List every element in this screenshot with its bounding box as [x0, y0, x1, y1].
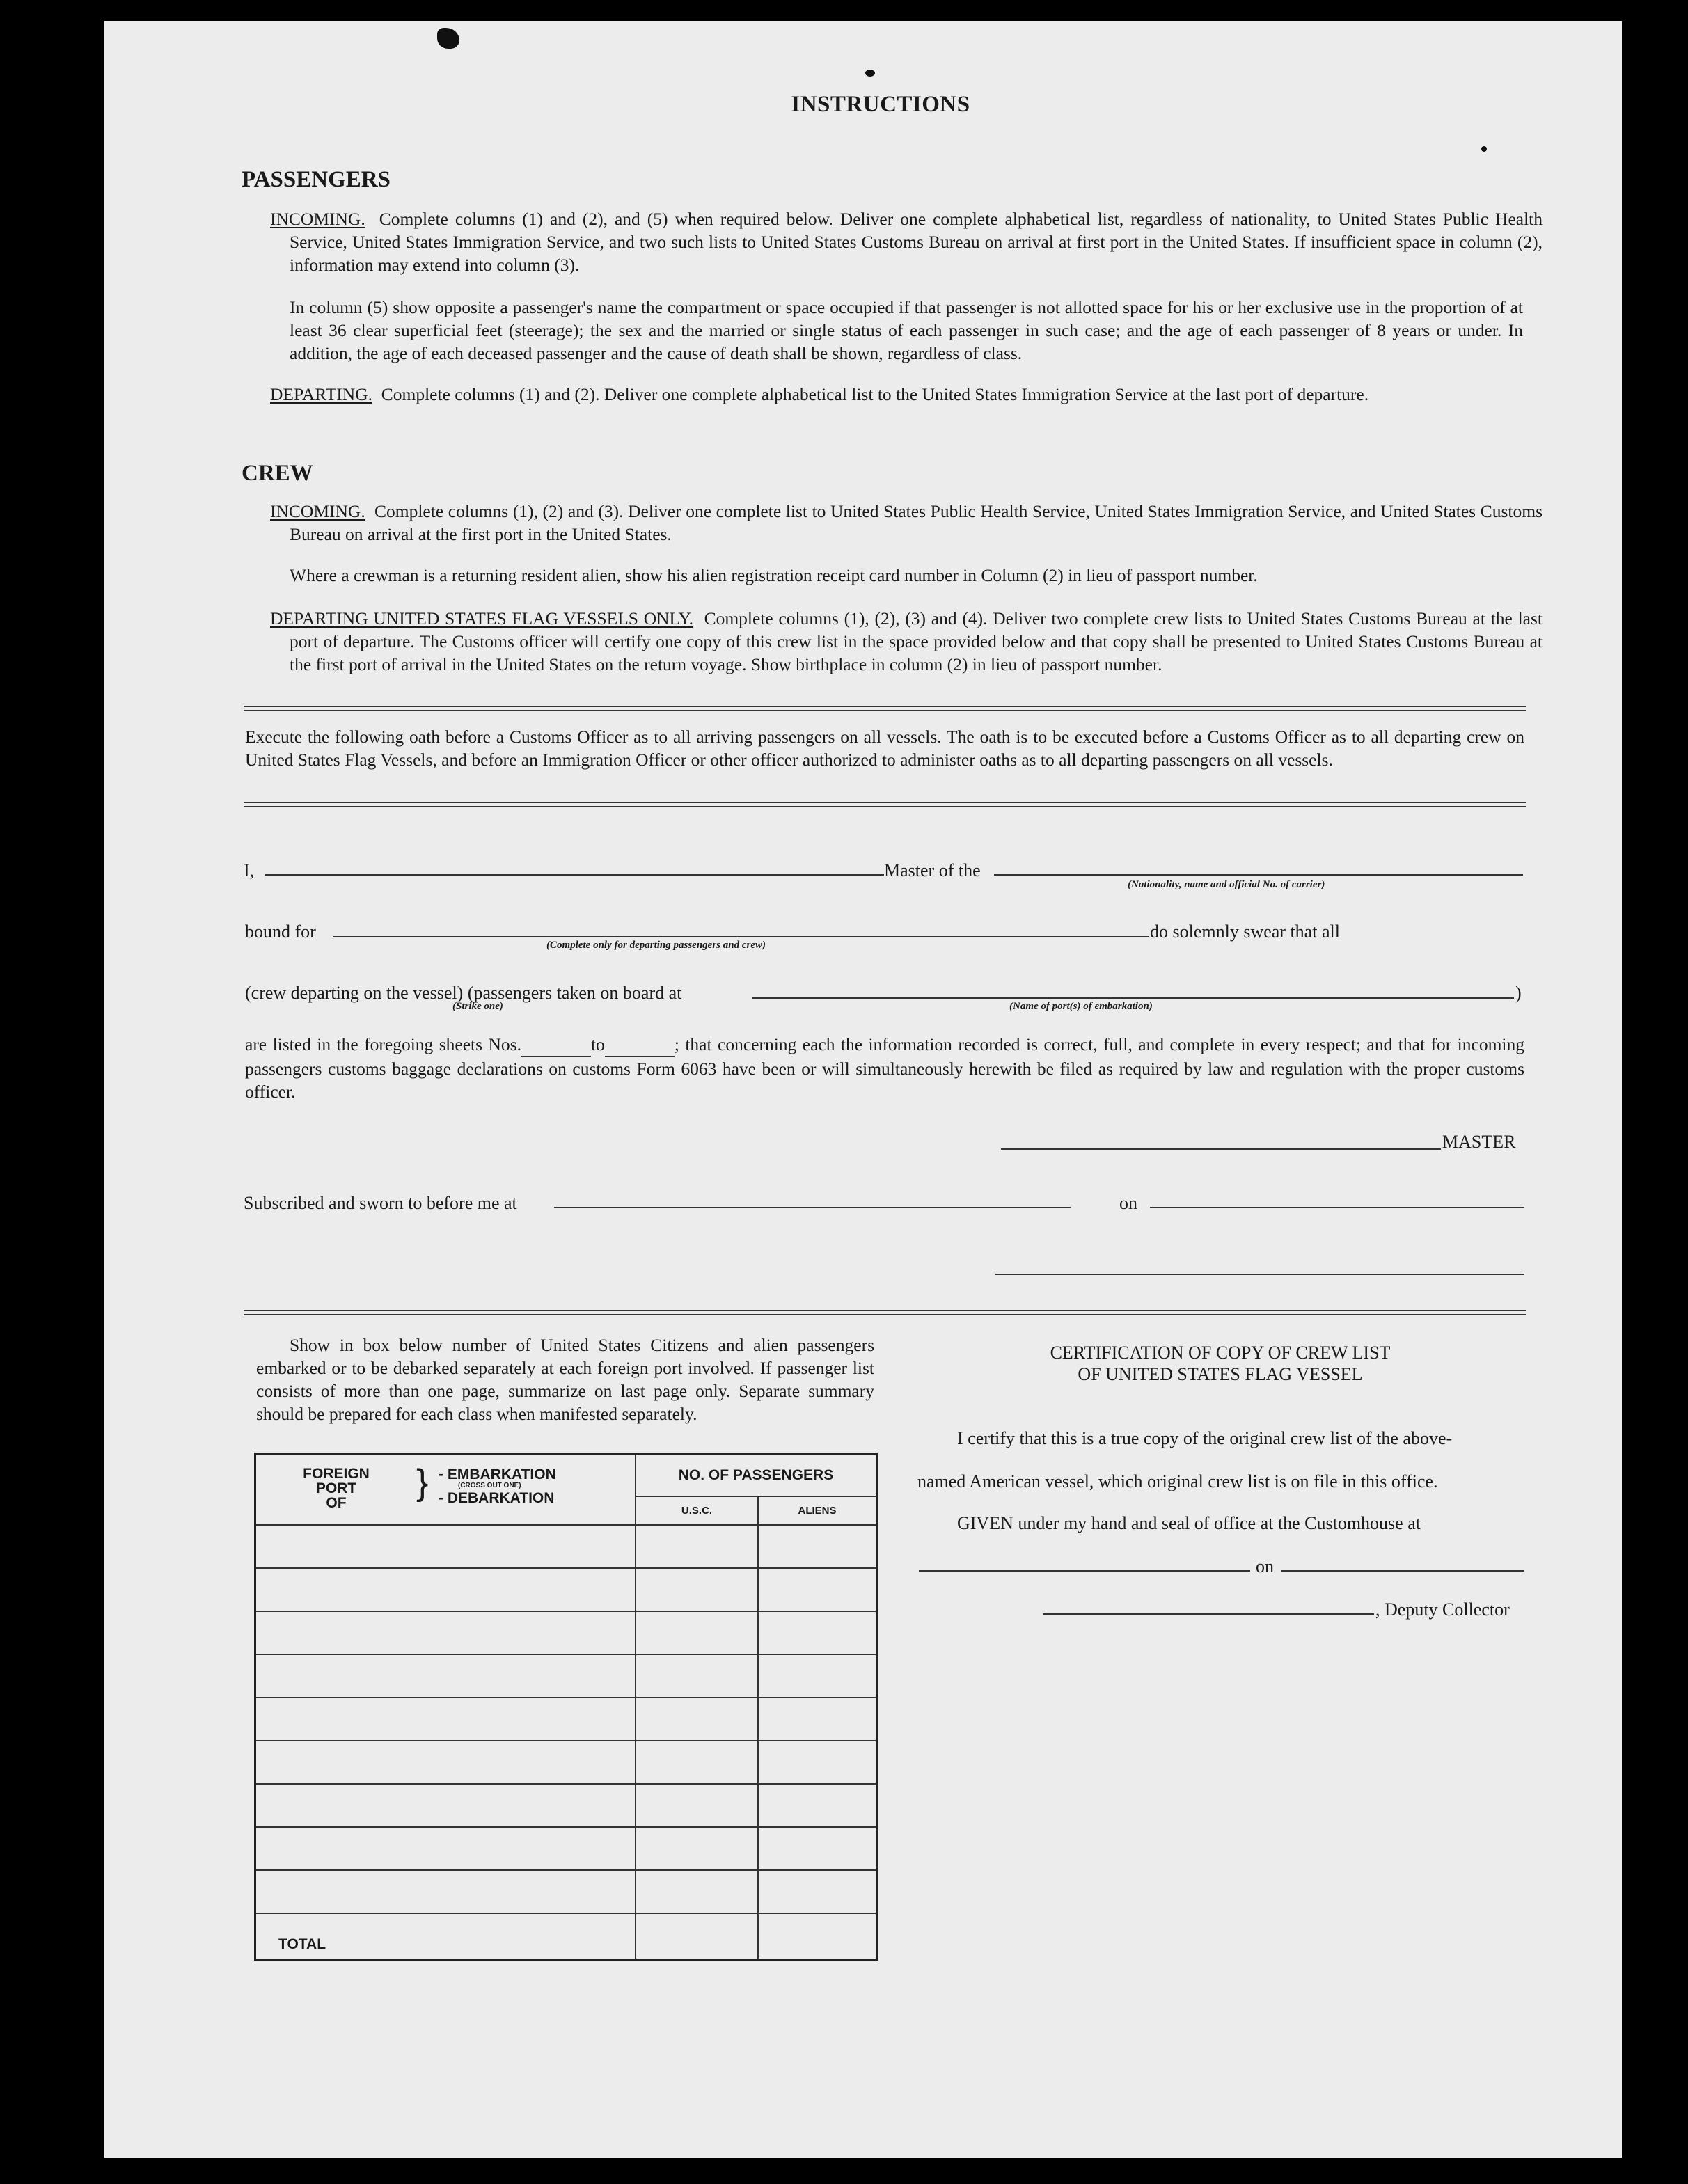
crew-incoming-label: INCOMING. [270, 501, 365, 521]
port-note: (Name of port(s) of embarkation) [1009, 1001, 1153, 1012]
departing-label: DEPARTING. [270, 384, 372, 404]
scan-speck [1481, 146, 1487, 152]
bound-for-label: bound for [245, 921, 316, 942]
aliens-cell[interactable] [758, 1698, 877, 1741]
crew-incoming [270, 500, 1543, 546]
closing-paren: ) [1515, 983, 1522, 1003]
aliens-header: ALIENS [758, 1496, 877, 1525]
nationality-note: (Nationality, name and official No. of carrier) [1128, 879, 1325, 890]
sheet-to-field[interactable] [605, 1033, 675, 1057]
aliens-cell[interactable] [758, 1784, 877, 1827]
divider [244, 706, 1526, 711]
swear-label: do solemnly swear that all [1150, 921, 1340, 942]
subscribed-label: Subscribed and sworn to before me at [244, 1193, 517, 1213]
passenger-summary-table [254, 1453, 878, 1961]
on-label: on [1119, 1193, 1137, 1213]
bound-for-field[interactable] [333, 936, 1149, 937]
port-cell[interactable] [255, 1525, 636, 1568]
departing-text: Complete columns (1) and (2). Deliver one complete alphabetical list to the United States Immigration Service at the last port of departure. [381, 384, 1369, 404]
divider [244, 1310, 1526, 1315]
port-cell[interactable] [255, 1654, 636, 1698]
complete-only-note: (Complete only for departing passengers and crew) [546, 940, 766, 951]
oath-body [245, 1033, 1524, 1103]
aliens-cell[interactable] [758, 1611, 877, 1654]
crew-incoming-text: Complete columns (1), (2) and (3). Deliver one complete list to United States Public Health Service, United States Immigration Service, and United States Customs Bureau on arrival at the first port in the United States. [290, 501, 1543, 544]
certification-title [917, 1342, 1523, 1385]
deputy-signature-field[interactable] [1043, 1613, 1374, 1615]
oath-certification: ; that concerning each the information recorded is correct, full, and complete in every respect; and that for incoming passengers customs baggage declarations on customs Form 6063 have been or will simultaneously herewith be filed as required by law and regulation with the proper customs officer. [245, 1034, 1524, 1102]
aliens-cell[interactable] [758, 1525, 877, 1568]
crew-departing-text: Complete columns (1), (2), (3) and (4). Deliver two complete crew lists to United States Customs Bureau at the last port of departure. The Customs officer will certify one copy of this crew list in the space provided below and that copy shall be presented to United States Customs Bureau at the first port of arrival in the United States on the return voyage. Show birthplace in column (2) in lieu of passport number. [290, 608, 1543, 674]
customhouse-field[interactable] [919, 1570, 1250, 1572]
sworn-date-field[interactable] [1150, 1207, 1524, 1208]
total-label: TOTAL [255, 1913, 636, 1959]
master-label: MASTER [1442, 1132, 1516, 1152]
usc-cell[interactable] [636, 1568, 758, 1611]
oath-i-label: I, [244, 860, 255, 880]
usc-cell[interactable] [636, 1784, 758, 1827]
aliens-cell[interactable] [758, 1827, 877, 1870]
usc-cell[interactable] [636, 1525, 758, 1568]
no-of-passengers-header: NO. OF PASSENGERS [636, 1454, 877, 1497]
usc-cell[interactable] [636, 1870, 758, 1913]
oath-intro: Execute the following oath before a Customs Officer as to all arriving passengers on all vessels. The oath is to be executed before a Customs Officer as to all departing crew on United States Flag Vessels, and before an Immigration Officer or other officer authorized to administer oaths as to all departing passengers on all vessels. [245, 727, 1524, 770]
aliens-cell[interactable] [758, 1870, 877, 1913]
strike-one-note: (Strike one) [452, 1001, 503, 1012]
col-port-1: FOREIGN [303, 1466, 370, 1482]
debarkation-label: - DEBARKATION [439, 1490, 555, 1506]
summary-instructions: Show in box below number of United States Citizens and alien passengers embarked or to be debarked separately at each foreign port involved. If passenger list consists of more than one page, summarize on last page only. Separate summary should be prepared for each class when manifested separately. [256, 1335, 874, 1424]
aliens-cell[interactable] [758, 1741, 877, 1784]
passengers-heading: PASSENGERS [242, 167, 391, 192]
passengers-column5: In column (5) show opposite a passenger's name the compartment or space occupied if that passenger is not allotted space for his or her exclusive use in the proportion of at least 36 clear superficial feet (steerage); the sex and the married or single status of each passenger in such case; and the age of each passenger of 8 years or under. In addition, the age of each deceased passenger and the cause of death shall be shown, regardless of class. [290, 297, 1523, 363]
certification-date-field[interactable] [1281, 1570, 1524, 1572]
master-signature-field[interactable] [1001, 1148, 1441, 1150]
passengers-departing [270, 383, 1543, 406]
aliens-cell[interactable] [758, 1654, 877, 1698]
usc-total-cell[interactable] [636, 1913, 758, 1959]
carrier-field[interactable] [994, 874, 1523, 876]
certification-text-1: I certify that this is a true copy of the original crew list of the above- [957, 1428, 1453, 1448]
master-of-label: Master of the [884, 860, 981, 880]
port-cell[interactable] [255, 1827, 636, 1870]
port-cell[interactable] [255, 1784, 636, 1827]
to-label: to [590, 1034, 605, 1054]
incoming-text: Complete columns (1) and (2), and (5) when required below. Deliver one complete alphabetical list, regardless of nationality, to United States Public Health Service, United States Immigration Service, and two such lists to United States Customs Bureau on arrival at first port in the United States. If insufficient space in column (2), information may extend into column (3). [290, 209, 1543, 275]
officer-signature-field[interactable] [995, 1274, 1524, 1275]
crew-resident: Where a crewman is a returning resident alien, show his alien registration receipt card number in Column (2) in lieu of passport number. [290, 565, 1258, 585]
certification-given: GIVEN under my hand and seal of office at the Customhouse at [957, 1513, 1421, 1533]
port-cell[interactable] [255, 1611, 636, 1654]
port-cell[interactable] [255, 1870, 636, 1913]
port-cell[interactable] [255, 1741, 636, 1784]
sheet-from-field[interactable] [521, 1033, 591, 1057]
certification-on-label: on [1256, 1556, 1274, 1576]
certification-title-1: CERTIFICATION OF COPY OF CREW LIST [1050, 1343, 1391, 1363]
port-cell[interactable] [255, 1568, 636, 1611]
cross-out-note: (CROSS OUT ONE) [458, 1482, 521, 1489]
aliens-total-cell[interactable] [758, 1913, 877, 1959]
col-port-2: PORT [315, 1480, 357, 1496]
passengers-incoming [270, 207, 1543, 276]
sworn-place-field[interactable] [554, 1207, 1071, 1208]
port-cell[interactable] [255, 1698, 636, 1741]
crew-departing-label: (crew departing on the vessel) (passengers taken on board at [245, 983, 682, 1003]
brace-icon: } [416, 1462, 429, 1503]
page-title: INSTRUCTIONS [791, 92, 970, 117]
certification-title-2: OF UNITED STATES FLAG VESSEL [1078, 1364, 1363, 1384]
crew-departing-label: DEPARTING UNITED STATES FLAG VESSELS ONLY. [270, 608, 694, 628]
scan-speck [865, 70, 875, 77]
usc-cell[interactable] [636, 1611, 758, 1654]
deputy-collector-label: , Deputy Collector [1375, 1599, 1510, 1620]
sheets-label: are listed in the foregoing sheets Nos. [245, 1034, 521, 1054]
usc-cell[interactable] [636, 1654, 758, 1698]
incoming-label: INCOMING. [270, 209, 365, 229]
usc-header: U.S.C. [636, 1496, 758, 1525]
embarkation-port-field[interactable] [752, 997, 1514, 999]
certification-text-2: named American vessel, which original crew list is on file in this office. [917, 1471, 1438, 1491]
crew-heading: CREW [242, 461, 313, 486]
divider [244, 802, 1526, 807]
usc-cell[interactable] [636, 1827, 758, 1870]
name-field[interactable] [265, 874, 884, 876]
col-port-3: OF [326, 1495, 347, 1511]
aliens-cell[interactable] [758, 1568, 877, 1611]
usc-cell[interactable] [636, 1741, 758, 1784]
usc-cell[interactable] [636, 1698, 758, 1741]
crew-departing [270, 607, 1543, 676]
embarkation-label: - EMBARKATION [439, 1466, 556, 1482]
port-header-cell [255, 1454, 636, 1526]
